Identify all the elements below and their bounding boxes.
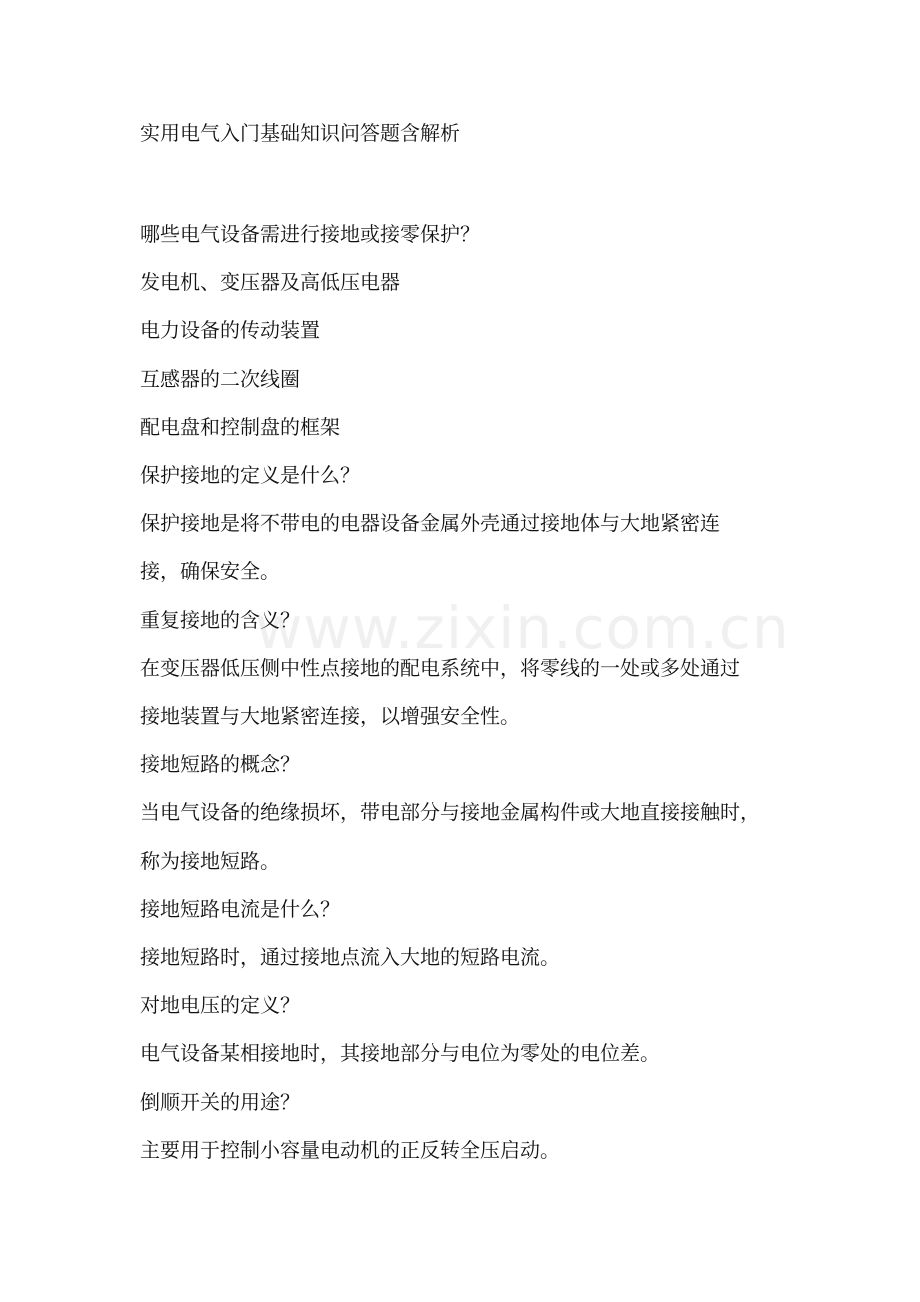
question-line: 接地短路的概念？ — [140, 752, 300, 777]
answer-line: 接，确保安全。 — [140, 559, 280, 584]
answer-line: 当电气设备的绝缘损坏，带电部分与接地金属构件或大地直接接触时， — [140, 800, 760, 825]
answer-line: 接地短路时，通过接地点流入大地的短路电流。 — [140, 945, 560, 970]
answer-line: 发电机、变压器及高低压电器 — [140, 270, 400, 295]
question-line: 重复接地的含义？ — [140, 607, 300, 632]
answer-line: 接地装置与大地紧密连接，以增强安全性。 — [140, 704, 520, 729]
question-line: 接地短路电流是什么？ — [140, 896, 340, 921]
answer-line: 电力设备的传动装置 — [140, 318, 320, 343]
answer-line: 互感器的二次线圈 — [140, 366, 300, 391]
document-body — [140, 210, 790, 1174]
watermark: www.zixin.com.cn — [255, 594, 790, 662]
document-title: 实用电气入门基础知识问答题含解析 — [140, 121, 460, 145]
answer-line: 电气设备某相接地时，其接地部分与电位为零处的电位差。 — [140, 1041, 660, 1066]
answer-line: 称为接地短路。 — [140, 848, 280, 873]
answer-line: 保护接地是将不带电的电器设备金属外壳通过接地体与大地紧密连 — [140, 511, 720, 536]
answer-line: 在变压器低压侧中性点接地的配电系统中，将零线的一处或多处通过 — [140, 655, 740, 680]
question-line: 对地电压的定义？ — [140, 993, 300, 1018]
answer-line: 主要用于控制小容量电动机的正反转全压启动。 — [140, 1137, 560, 1162]
answer-line: 配电盘和控制盘的框架 — [140, 414, 340, 439]
question-line: 倒顺开关的用途？ — [140, 1089, 300, 1114]
question-line: 保护接地的定义是什么？ — [140, 463, 360, 488]
question-line: 哪些电气设备需进行接地或接零保护？ — [140, 222, 480, 246]
